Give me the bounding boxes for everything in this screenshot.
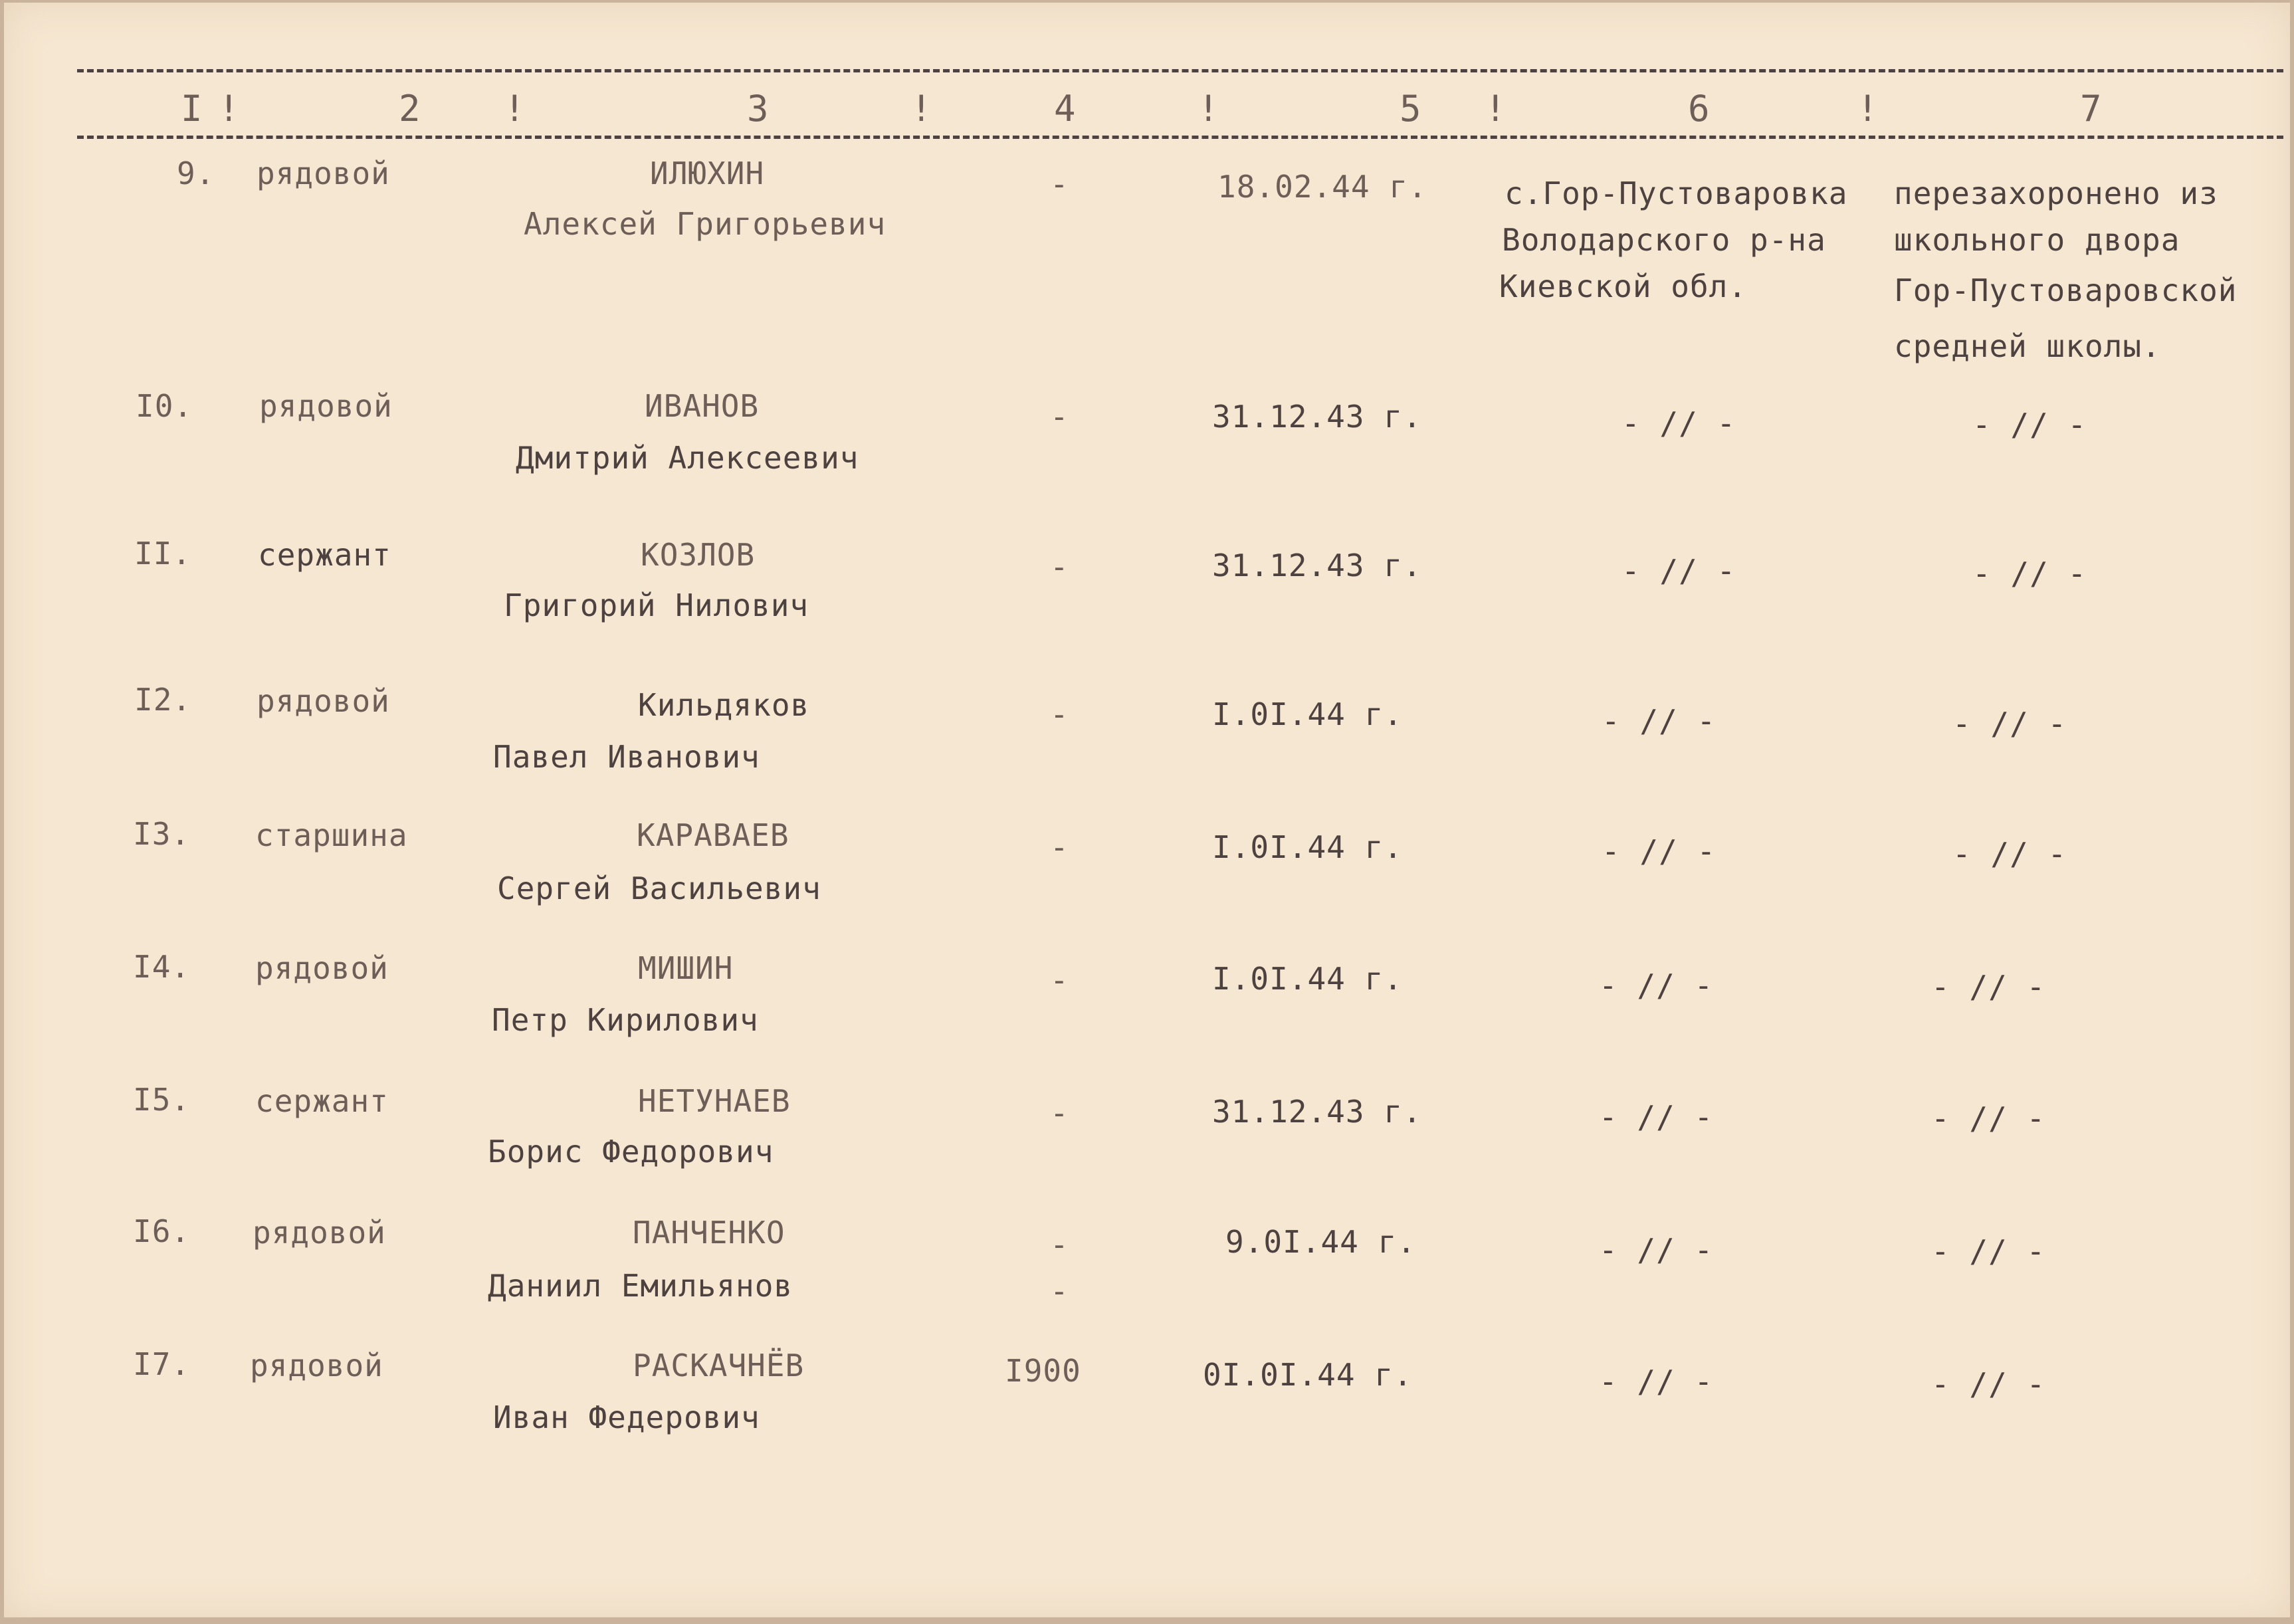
rank: сержант xyxy=(258,537,391,573)
burial-place: - // - xyxy=(1599,1232,1714,1268)
row-number: I0. xyxy=(136,388,193,424)
birth-year: - xyxy=(1050,1095,1069,1131)
header-separator: ! xyxy=(218,88,240,130)
header-col-2: 2 xyxy=(399,88,421,130)
rank: рядовой xyxy=(250,1348,383,1383)
death-date: 31.12.43 г. xyxy=(1212,1094,1422,1130)
note: перезахоронено из xyxy=(1894,175,2218,211)
first-patronymic: Петр Кирилович xyxy=(492,1002,759,1038)
document-sheet xyxy=(4,3,2290,1617)
rank: сержант xyxy=(255,1083,389,1119)
birth-year: - xyxy=(1050,829,1069,865)
death-date: 0I.0I.44 г. xyxy=(1203,1357,1413,1393)
surname: КОЗЛОВ xyxy=(641,537,756,573)
note: - // - xyxy=(1972,556,2087,591)
first-patronymic: Дмитрий Алексеевич xyxy=(516,440,859,476)
surname: Кильдяков xyxy=(638,687,810,723)
note: - // - xyxy=(1931,1233,2046,1269)
row-number: I7. xyxy=(133,1346,191,1382)
first-patronymic: Алексей Григорьевич xyxy=(524,206,886,242)
surname: РАСКАЧНЁВ xyxy=(633,1348,805,1383)
note: - // - xyxy=(1931,1366,2046,1402)
birth-year: - xyxy=(1050,399,1069,435)
rank: старшина xyxy=(255,817,408,853)
rank: рядовой xyxy=(253,1215,386,1251)
note: школьного двора xyxy=(1894,222,2180,258)
header-col-7: 7 xyxy=(2080,88,2102,130)
burial-place: - // - xyxy=(1599,967,1714,1003)
note: - // - xyxy=(1931,1100,2046,1136)
surname: НЕТУНАЕВ xyxy=(638,1083,791,1119)
surname: ИВАНОВ xyxy=(645,388,760,424)
surname: КАРАВАЕВ xyxy=(637,817,789,853)
burial-place: - // - xyxy=(1599,1364,1714,1399)
header-col-6: 6 xyxy=(1688,88,1710,130)
burial-place: - // - xyxy=(1602,833,1717,869)
death-date: 31.12.43 г. xyxy=(1212,399,1422,435)
first-patronymic: Григорий Нилович xyxy=(504,587,809,623)
birth-year: - xyxy=(1050,1227,1069,1263)
note: - // - xyxy=(1952,836,2067,872)
birth-year: - xyxy=(1050,166,1069,202)
rank: рядовой xyxy=(255,950,389,986)
row-number: I3. xyxy=(133,816,191,852)
burial-place: - // - xyxy=(1602,703,1717,739)
death-date: 9.0I.44 г. xyxy=(1225,1224,1416,1260)
first-patronymic: Даниил Емильянов xyxy=(488,1268,793,1304)
death-date: 18.02.44 г. xyxy=(1217,169,1427,205)
row-number: I5. xyxy=(133,1082,191,1118)
note: средней школы. xyxy=(1894,328,2161,364)
first-patronymic: Борис Федорович xyxy=(488,1134,774,1169)
birth-year: - xyxy=(1050,549,1069,585)
burial-place: с.Гор-Пустоваровка xyxy=(1505,175,1848,211)
header-separator: ! xyxy=(504,88,526,130)
death-date: I.0I.44 г. xyxy=(1212,696,1403,732)
first-patronymic: Павел Иванович xyxy=(493,739,760,775)
row-number: I4. xyxy=(133,949,191,985)
row-number: II. xyxy=(134,536,192,571)
death-date: I.0I.44 г. xyxy=(1212,829,1403,865)
death-date: I.0I.44 г. xyxy=(1212,961,1403,997)
note: - // - xyxy=(1952,706,2067,742)
header-col-1: I xyxy=(181,88,203,130)
birth-year: I900 xyxy=(1005,1353,1081,1389)
birth-year-extra: - xyxy=(1050,1273,1069,1309)
header-top-rule xyxy=(77,69,2283,72)
surname: МИШИН xyxy=(638,950,734,986)
surname: ИЛЮХИН xyxy=(650,155,765,191)
note: Гор-Пустоваровской xyxy=(1894,272,2238,308)
death-date: 31.12.43 г. xyxy=(1212,548,1422,583)
burial-place: Володарского р-на xyxy=(1502,222,1826,258)
birth-year: - xyxy=(1050,696,1069,732)
burial-place: - // - xyxy=(1621,405,1736,441)
header-col-3: 3 xyxy=(747,88,769,130)
header-separator: ! xyxy=(1857,88,1879,130)
header-bottom-rule xyxy=(77,136,2283,139)
rank: рядовой xyxy=(257,683,390,719)
note: - // - xyxy=(1972,407,2087,443)
header-separator: ! xyxy=(1485,88,1507,130)
birth-year: - xyxy=(1050,962,1069,998)
row-number: I6. xyxy=(133,1213,191,1249)
header-col-5: 5 xyxy=(1400,88,1421,130)
burial-place: - // - xyxy=(1599,1099,1714,1135)
header-col-4: 4 xyxy=(1054,88,1076,130)
header-separator: ! xyxy=(910,88,932,130)
burial-place: Киевской обл. xyxy=(1499,268,1748,304)
surname: ПАНЧЕНКО xyxy=(633,1215,785,1251)
burial-place: - // - xyxy=(1621,553,1736,589)
rank: рядовой xyxy=(257,155,390,191)
first-patronymic: Иван Федерович xyxy=(493,1399,760,1435)
row-number: 9. xyxy=(177,155,215,191)
rank: рядовой xyxy=(259,388,393,424)
header-separator: ! xyxy=(1198,88,1219,130)
first-patronymic: Сергей Васильевич xyxy=(497,870,821,906)
row-number: I2. xyxy=(134,682,192,718)
note: - // - xyxy=(1931,969,2046,1005)
